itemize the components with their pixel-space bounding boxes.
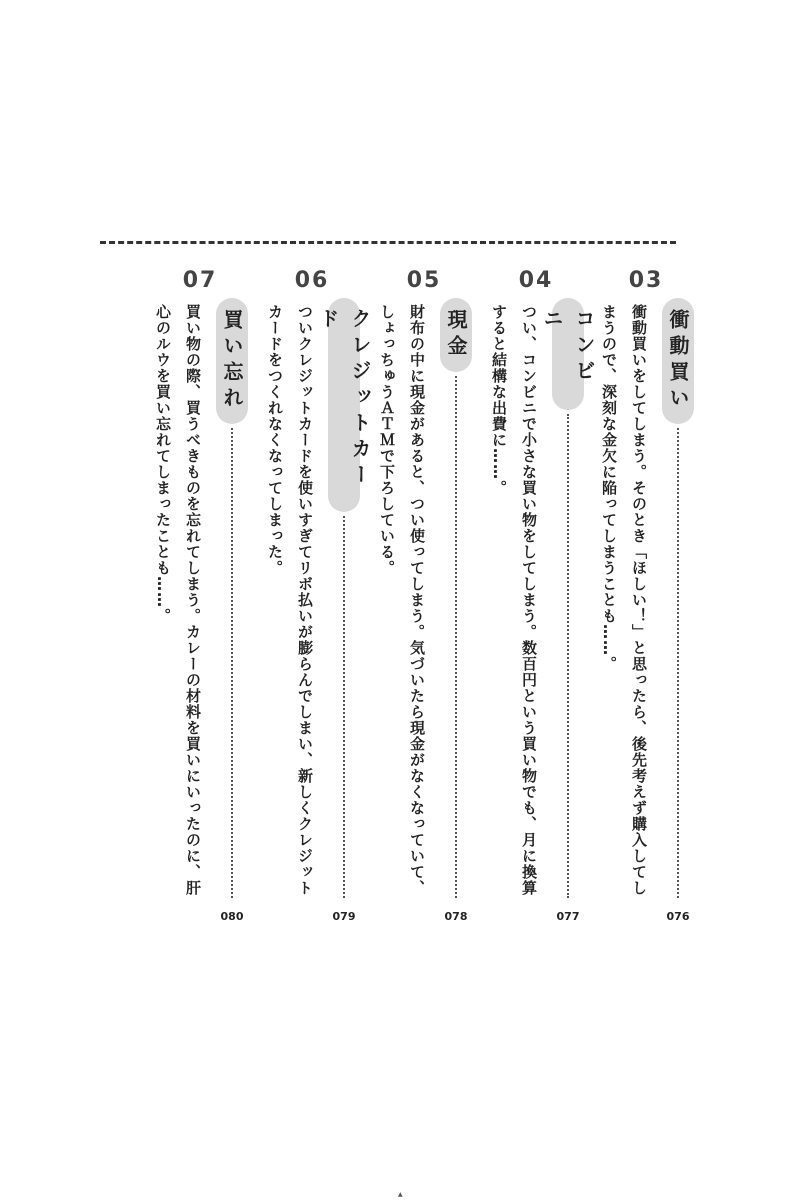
entry-title: 衝動買い: [662, 298, 694, 424]
leader-dots: [677, 428, 679, 898]
entry-title: コンビニ: [552, 298, 584, 410]
entry-description: ついクレジットカードを使いすぎてリボ払いが膨らんでしまい、新しくクレジットカードをつくれなくなってしまった。: [266, 304, 314, 896]
toc-entry[interactable]: [254, 268, 372, 928]
toc-entry[interactable]: [588, 268, 698, 928]
entry-description: 衝動買いをしてしまう。そのとき「ほしい！」と思ったら、後先考えず購入してしまうので、深刻な金欠に陥ってしまうことも……。: [600, 304, 648, 896]
leader-dots: [343, 516, 345, 898]
entry-number: 04: [518, 268, 554, 293]
toc-entry[interactable]: [366, 268, 476, 928]
leader-dots: [455, 376, 457, 898]
entry-description: 財布の中に現金があると、つい使ってしまう。気づいたら現金がなくなっていて、しょっちゅうＡＴＭで下ろしている。: [378, 304, 426, 896]
crop-mark: ▲: [398, 1191, 403, 1198]
page-number: 078: [444, 910, 468, 923]
page-number: 080: [220, 910, 244, 923]
entry-number: 03: [628, 268, 664, 293]
entry-number: 06: [294, 268, 330, 293]
toc-entry[interactable]: [142, 268, 252, 928]
entry-number: 05: [406, 268, 442, 293]
entry-description: つい、コンビニで小さな買い物をしてしまう。数百円という買い物でも、月に換算すると結構な出費に……。: [490, 304, 538, 896]
page-number: 076: [666, 910, 690, 923]
toc-entry[interactable]: [478, 268, 596, 928]
page-number: 077: [556, 910, 580, 923]
entry-title: クレジットカード: [328, 298, 360, 512]
page-number: 079: [332, 910, 356, 923]
entry-number: 07: [182, 268, 218, 293]
entry-title: 現金: [440, 298, 472, 372]
leader-dots: [231, 428, 233, 898]
dashed-divider: [100, 241, 676, 244]
entry-description: 買い物の際、買うべきものを忘れてしまう。カレーの材料を買いにいったのに、肝心のルウを買い忘れてしまったことも……。: [154, 304, 202, 896]
entry-title: 買い忘れ: [216, 298, 248, 424]
leader-dots: [567, 414, 569, 898]
